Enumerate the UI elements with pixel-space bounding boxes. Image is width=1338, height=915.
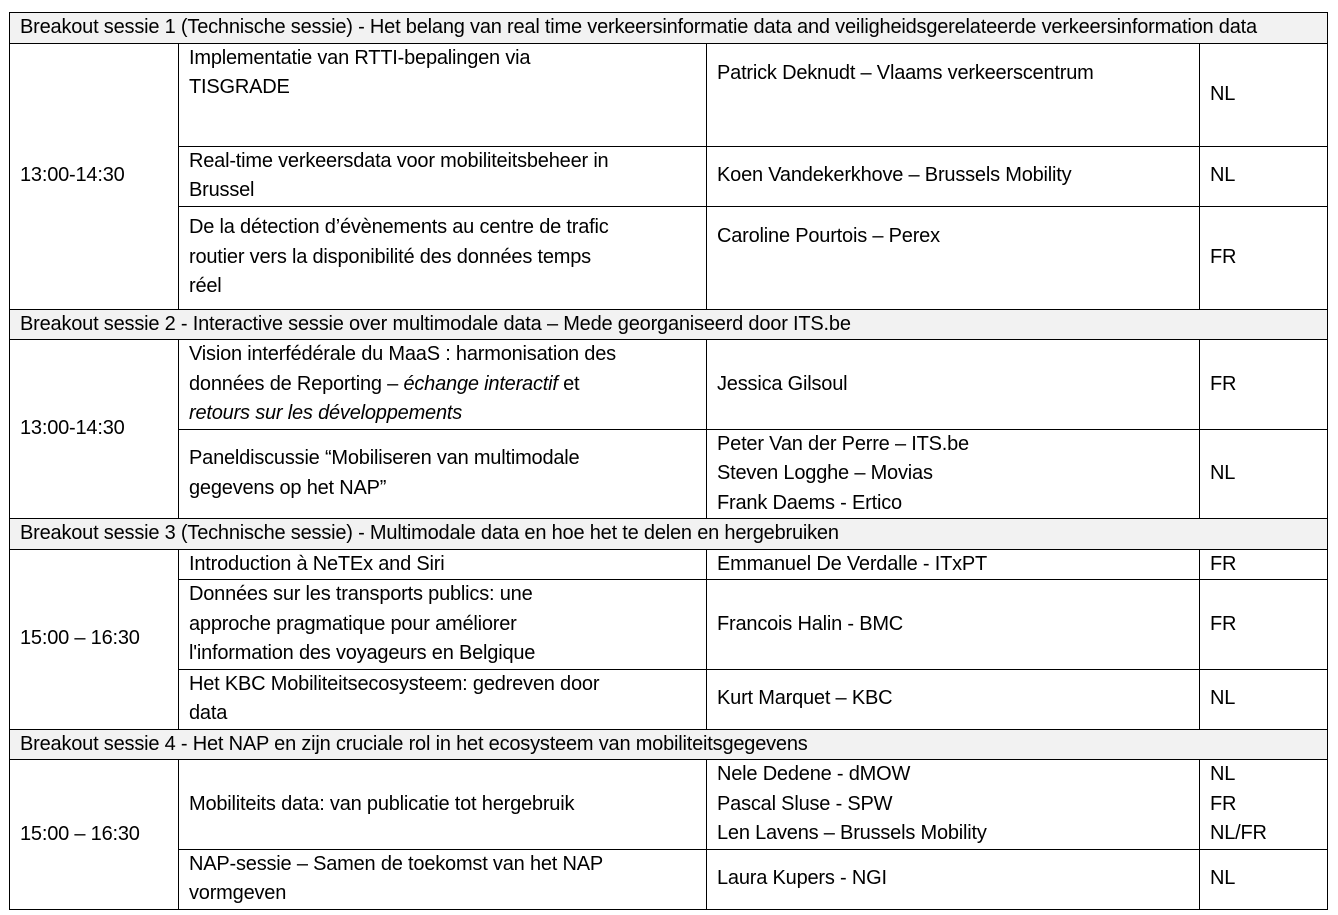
speaker-name: Koen Vandekerkhove – Brussels Mobility: [717, 164, 1072, 187]
speaker-name: Patrick Deknudt – Vlaams verkeerscentrum: [717, 61, 1094, 84]
talk-title-line: Brussel: [189, 179, 255, 201]
speaker-name: Nele Dedene - dMOW: [717, 763, 911, 785]
table-row: [10, 580, 1328, 670]
talk-title-italic-text: échange interactif: [403, 372, 558, 395]
talk-title: [179, 206, 707, 309]
talk-title-line: routier vers la disponibilité des données temps: [189, 245, 591, 268]
session-4-time: 15:00 – 16:30: [10, 760, 179, 910]
session-4-header: Breakout sessie 4 - Het NAP en zijn cruciale rol in het ecosysteem van mobiliteitsgegevens: [10, 729, 1328, 760]
talk-title: [179, 429, 707, 519]
language-code: NL: [1210, 867, 1236, 890]
speaker-name: Peter Van der Perre – ITS.be: [717, 432, 969, 455]
speaker-name: Frank Daems - Ertico: [717, 491, 902, 514]
session-2-header: Breakout sessie 2 - Interactive sessie over multimodale data – Mede georganiseerd door ITS.be: [10, 309, 1328, 340]
session-1-header: Breakout sessie 1 (Technische sessie) - Het belang van real time verkeersinformatie data and veiligheidsgerelateerde verkeersinformation data: [10, 13, 1328, 44]
talk-title-line: gegevens op het NAP”: [189, 476, 387, 499]
talk-title: [179, 340, 707, 430]
talk-title-line: Introduction à NeTEx and Siri: [189, 552, 445, 575]
talk-language: [1200, 849, 1328, 909]
talk-language: [1200, 580, 1328, 670]
talk-title: [179, 580, 707, 670]
talk-title-line: l'information des voyageurs en Belgique: [189, 642, 536, 664]
speaker-name: Francois Halin - BMC: [717, 612, 904, 635]
talk-speaker: [707, 206, 1200, 309]
speaker-name: Pascal Sluse - SPW: [717, 792, 893, 815]
talk-title-line: TISGRADE: [189, 76, 290, 98]
language-code: FR: [1210, 792, 1237, 815]
speaker-name: Steven Logghe – Movias: [717, 462, 933, 484]
talk-title-line: [189, 370, 696, 400]
table-row: [10, 549, 1328, 580]
speaker-name: Kurt Marquet – KBC: [717, 687, 893, 710]
session-2-time: 13:00-14:30: [10, 340, 179, 519]
talk-title: [179, 43, 707, 146]
table-row: [10, 429, 1328, 519]
talk-language: [1200, 429, 1328, 519]
talk-title-line: Mobiliteits data: van publicatie tot hergebruik: [189, 792, 575, 815]
talk-title-line: réel: [189, 275, 222, 298]
talk-title: [179, 849, 707, 909]
talk-speakers: [707, 760, 1200, 850]
table-row: [10, 340, 1328, 430]
table-row: [10, 146, 1328, 206]
talk-speaker: [707, 580, 1200, 670]
session-1-time: 13:00-14:30: [10, 43, 179, 309]
talk-language: [1200, 206, 1328, 309]
language-code: FR: [1210, 372, 1237, 395]
talk-speaker: [707, 849, 1200, 909]
session-header-row: [10, 309, 1328, 340]
talk-title-line: Het KBC Mobiliteitsecosysteem: gedreven door: [189, 672, 600, 695]
talk-title: [179, 760, 707, 850]
talk-language: [1200, 669, 1328, 729]
session-header-row: [10, 13, 1328, 44]
table-row: [10, 206, 1328, 309]
talk-language: [1200, 43, 1328, 146]
talk-language: [1200, 340, 1328, 430]
talk-title-line: Real-time verkeersdata voor mobiliteitsbeheer in: [189, 149, 609, 172]
talk-title-line: data: [189, 702, 228, 724]
talk-speaker: [707, 146, 1200, 206]
speaker-name: Caroline Pourtois – Perex: [717, 224, 940, 247]
talk-title-line: Vision interfédérale du MaaS : harmonisation des: [189, 343, 616, 365]
speaker-name: Jessica Gilsoul: [717, 372, 848, 395]
language-code: NL: [1210, 687, 1236, 710]
talk-title-italic-line: retours sur les développements: [189, 402, 463, 424]
language-code: FR: [1210, 552, 1237, 575]
language-code: FR: [1210, 612, 1237, 635]
session-3-time: 15:00 – 16:30: [10, 549, 179, 729]
talk-title-line: NAP-sessie – Samen de toekomst van het NAP: [189, 852, 604, 875]
speaker-name: Emmanuel De Verdalle - ITxPT: [717, 552, 988, 575]
session-header-row: [10, 729, 1328, 760]
talk-speaker: [707, 43, 1200, 146]
talk-speaker: [707, 340, 1200, 430]
talk-title-line: Implementatie van RTTI-bepalingen via: [189, 46, 531, 69]
talk-title: [179, 146, 707, 206]
speaker-name: Laura Kupers - NGI: [717, 867, 887, 890]
language-code: NL: [1210, 164, 1236, 187]
talk-title-line: vormgeven: [189, 882, 287, 904]
language-code: NL: [1210, 82, 1236, 105]
talk-speakers: [707, 429, 1200, 519]
table-row: [10, 669, 1328, 729]
session-3-header: Breakout sessie 3 (Technische sessie) - Multimodale data en hoe het te delen en hergebruiken: [10, 519, 1328, 550]
program-table: [9, 12, 1328, 910]
language-code: NL: [1210, 763, 1236, 785]
speaker-name: Len Lavens – Brussels Mobility: [717, 822, 987, 844]
talk-title-text: et: [557, 372, 580, 395]
talk-title-text: données de Reporting –: [189, 372, 404, 395]
table-row: [10, 760, 1328, 850]
language-code: NL: [1210, 462, 1236, 484]
talk-title-line: approche pragmatique pour améliorer: [189, 612, 517, 635]
talk-languages: [1200, 760, 1328, 850]
talk-title-line: Données sur les transports publics: une: [189, 583, 533, 605]
session-header-row: [10, 519, 1328, 550]
talk-title-line: De la détection d’évènements au centre de trafic: [189, 216, 609, 239]
talk-title: [179, 549, 707, 580]
talk-speaker: [707, 669, 1200, 729]
table-row: [10, 43, 1328, 146]
table-row: [10, 849, 1328, 909]
talk-language: [1200, 146, 1328, 206]
language-code: FR: [1210, 245, 1237, 268]
talk-title: [179, 669, 707, 729]
talk-title-line: Paneldiscussie “Mobiliseren van multimodale: [189, 447, 580, 470]
talk-language: [1200, 549, 1328, 580]
language-code: NL/FR: [1210, 822, 1267, 844]
talk-speaker: [707, 549, 1200, 580]
